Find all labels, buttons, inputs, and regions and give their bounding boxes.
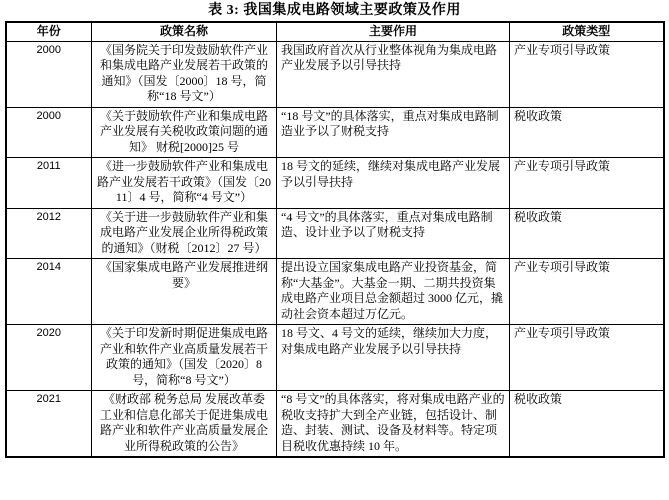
policy-type-cell: 税收政策 (510, 208, 664, 259)
table-row (6, 158, 664, 209)
year-cell: 2020 (6, 325, 92, 391)
year-cell: 2011 (6, 158, 92, 209)
policy-type-cell: 产业专项引导政策 (510, 41, 664, 107)
header-year: 年份 (6, 22, 92, 41)
policy-type-cell: 产业专项引导政策 (510, 325, 664, 391)
year-cell: 2014 (6, 259, 92, 325)
policy-name-cell: 《进一步鼓励软件产业和集成电路产业发展若干政策》（国发〔2011〕4 号，简称“4 号文”） (92, 158, 277, 209)
table-row (6, 325, 664, 391)
main-effect-cell: 18 号文、4 号文的延续，继续加大力度，对集成电路产业发展予以引导扶持 (277, 325, 510, 391)
policy-table (5, 21, 665, 458)
main-effect-cell: 提出设立国家集成电路产业投资基金，简称“大基金”。大基金一期、二期共投资集成电路产业项目总金额超过 3000 亿元，撬动社会资本超过万亿元。 (277, 259, 510, 325)
main-effect-cell: “4 号文”的具体落实，重点对集成电路制造、设计业予以了财税支持 (277, 208, 510, 259)
table-title: 表 3: 我国集成电路领域主要政策及作用 (208, 3, 461, 18)
policy-type-cell: 税收政策 (510, 107, 664, 158)
table-header-row (6, 22, 664, 41)
main-effect-cell: “18 号文”的具体落实，重点对集成电路制造业予以了财税支持 (277, 107, 510, 158)
policy-name-cell: 《关于印发新时期促进集成电路产业和软件产业高质量发展若干政策的通知》（国发〔2020〕8 号，简称“8 号文”） (92, 325, 277, 391)
policy-type-cell: 产业专项引导政策 (510, 259, 664, 325)
policy-type-cell: 税收政策 (510, 391, 664, 458)
table-row (6, 107, 664, 158)
table-row (6, 208, 664, 259)
table-row (6, 41, 664, 107)
main-effect-cell: “8 号文”的具体落实，将对集成电路产业的税收支持扩大到全产业链，包括设计、制造、封装、测试、设备及材料等。特定项目税收优惠持续 10 年。 (277, 391, 510, 458)
header-policy: 政策名称 (92, 22, 277, 41)
main-effect-cell: 18 号文的延续，继续对集成电路产业发展予以引导扶持 (277, 158, 510, 209)
table-row (6, 259, 664, 325)
policy-name-cell: 《关于进一步鼓励软件产业和集成电路产业发展企业所得税政策的通知》（财税〔2012〕27 号） (92, 208, 277, 259)
policy-name-cell: 《国务院关于印发鼓励软件产业和集成电路产业发展若干政策的通知》（国发〔2000〕18 号，简称“18 号文”） (92, 41, 277, 107)
year-cell: 2012 (6, 208, 92, 259)
header-type: 政策类型 (510, 22, 664, 41)
policy-type-cell: 产业专项引导政策 (510, 158, 664, 209)
year-cell: 2021 (6, 391, 92, 458)
main-effect-cell: 我国政府首次从行业整体视角为集成电路产业发展予以引导扶持 (277, 41, 510, 107)
year-cell: 2000 (6, 107, 92, 158)
policy-name-cell: 《关于鼓励软件产业和集成电路产业发展有关税收政策问题的通知》 财税[2000]25 号 (92, 107, 277, 158)
table-row (6, 391, 664, 458)
policy-name-cell: 《财政部 税务总局 发展改革委 工业和信息化部关于促进集成电路产业和软件产业高质量发展企业所得税政策的公告》 (92, 391, 277, 458)
year-cell: 2000 (6, 41, 92, 107)
header-effect: 主要作用 (277, 22, 510, 41)
policy-name-cell: 《国家集成电路产业发展推进纲要》 (92, 259, 277, 325)
